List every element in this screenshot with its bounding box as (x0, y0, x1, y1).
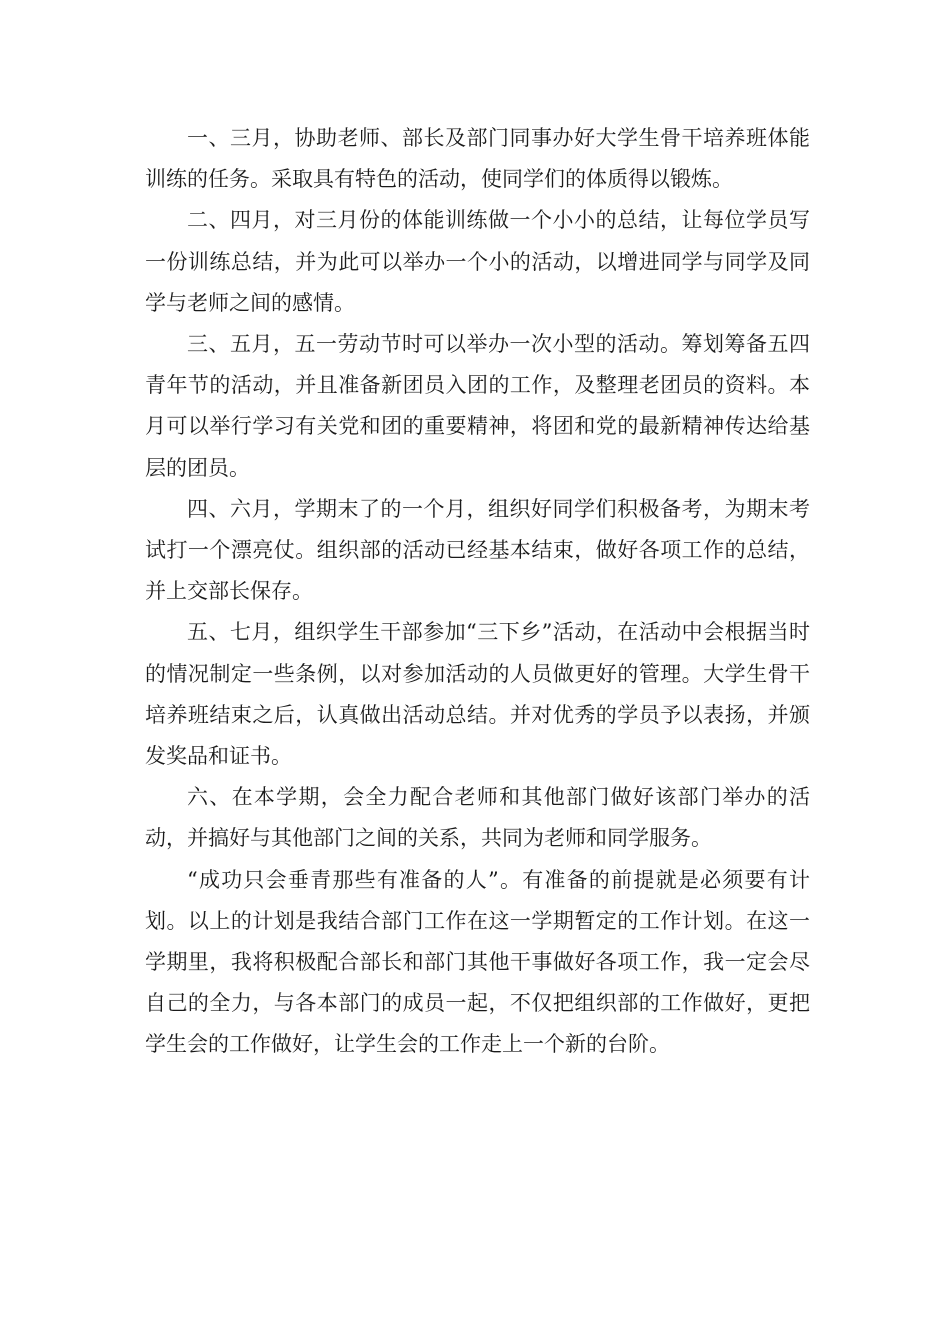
paragraph-march: 一、三月，协助老师、部长及部门同事办好大学生骨干培养班体能训练的任务。采取具有特色的活动，使同学们的体质得以锻炼。 (145, 126, 810, 192)
document-body (145, 118, 810, 1066)
paragraph-july: 五、七月，组织学生干部参加“三下乡”活动，在活动中会根据当时的情况制定一些条例，以对参加活动的人员做更好的管理。大学生骨干培养班结束之后，认真做出活动总结。并对优秀的学员予以表扬，并颁发奖品和证书。 (145, 620, 810, 769)
paragraph-conclusion: “成功只会垂青那些有准备的人”。有准备的前提就是必须要有计划。以上的计划是我结合部门工作在这一学期暂定的工作计划。在这一学期里，我将积极配合部长和部门其他干事做好各项工作，我一定会尽自己的全力，与各本部门的成员一起，不仅把组织部的工作做好，更把学生会的工作做好，让学生会的工作走上一个新的台阶。 (145, 867, 810, 1057)
paragraph-april: 二、四月，对三月份的体能训练做一个小小的总结，让每位学员写一份训练总结，并为此可以举办一个小的活动，以增进同学与同学及同学与老师之间的感情。 (145, 208, 810, 315)
paragraph-june: 四、六月，学期末了的一个月，组织好同学们积极备考，为期末考试打一个漂亮仗。组织部的活动已经基本结束，做好各项工作的总结，并上交部长保存。 (145, 496, 810, 604)
paragraph-may: 三、五月，五一劳动节时可以举办一次小型的活动。筹划筹备五四青年节的活动，并且准备新团员入团的工作，及整理老团员的资料。本月可以举行学习有关党和团的重要精神，将团和党的最新精神传达给基层的团员。 (145, 332, 810, 480)
paragraph-semester: 六、在本学期，会全力配合老师和其他部门做好该部门举办的活动，并搞好与其他部门之间的关系，共同为老师和同学服务。 (145, 785, 810, 851)
